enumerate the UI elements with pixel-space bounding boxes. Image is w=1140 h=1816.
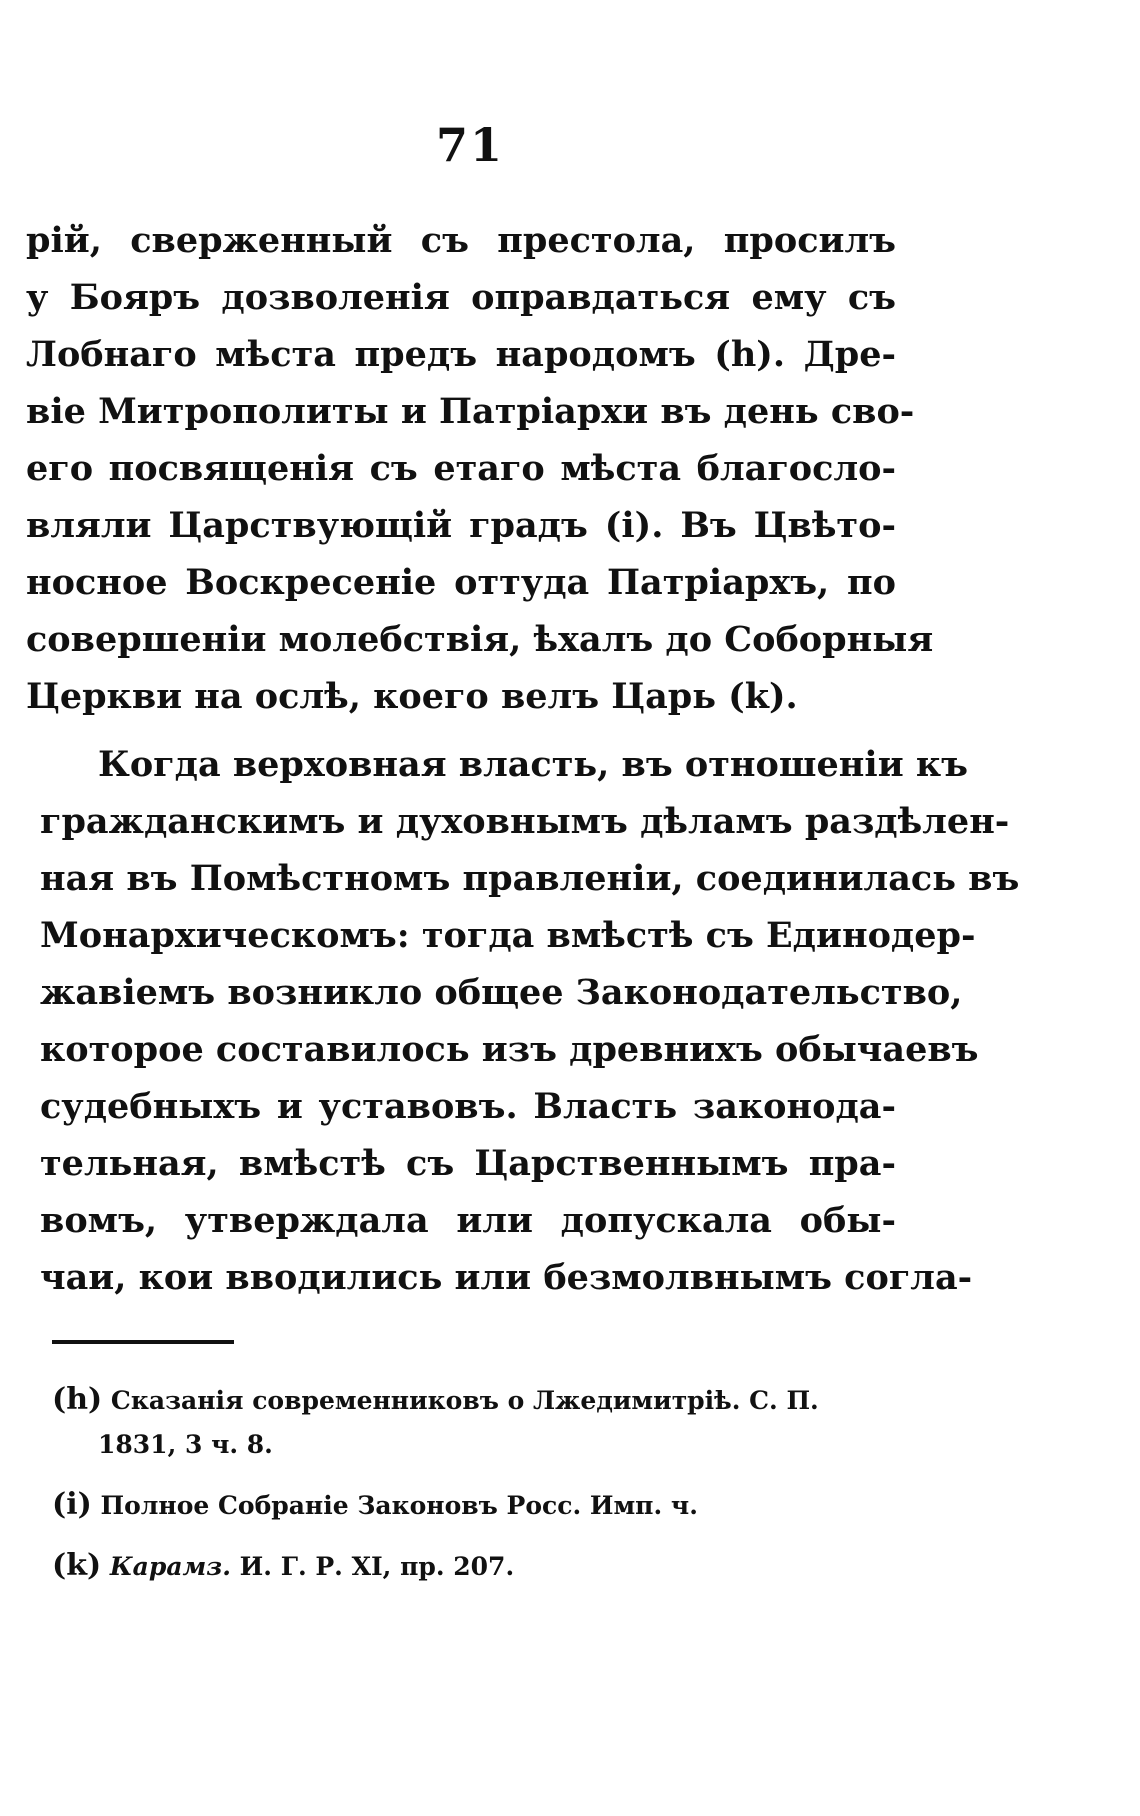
text-line: Лобнаго мѣста предъ народомъ (h). Дре- (26, 334, 896, 375)
text-line: віе Митрополиты и Патріархи въ день сво- (26, 391, 915, 432)
text-line: носное Воскресеніе оттуда Патріархъ, по (26, 562, 896, 603)
footnote-text: Сказанія современниковъ о Лжедимитріѣ. С. П. (110, 1386, 819, 1415)
paragraph-1 (26, 212, 934, 725)
text-line: Монархическомъ: тогда вмѣстѣ съ Единодер- (40, 915, 976, 956)
text-line: чаи, кои вводились или безмолвнымъ согла- (40, 1257, 973, 1298)
footnote-text: Полное Собраніе Законовъ Росс. Имп. ч. (100, 1491, 698, 1520)
footnote-k (52, 1544, 898, 1589)
footnote-text: 1831, 3 ч. 8. (98, 1430, 273, 1459)
footnote-divider (52, 1340, 234, 1344)
text-line: ная въ Помѣстномъ правленіи, соединилась въ (40, 858, 1020, 899)
footnote-author: Карамз. (109, 1552, 231, 1581)
text-line: судебныхъ и уставовъ. Власть законода- (40, 1086, 896, 1127)
footnote-marker: (i) (52, 1487, 92, 1522)
text-line: вляли Царствующій градъ (i). Въ Цвѣто- (26, 505, 896, 546)
footnote-text: И. Г. Р. XI, пр. 207. (239, 1552, 515, 1581)
text-line: рій, сверженный съ престола, просилъ (26, 220, 896, 261)
text-line: вомъ, утверждала или допускала обы- (40, 1200, 896, 1241)
text-line: его посвященія съ етаго мѣста благосло- (26, 448, 896, 489)
footnote-marker: (h) (52, 1382, 103, 1417)
text-line: совершеніи молебствія, ѣхалъ до Соборныя (26, 619, 934, 660)
text-line: Церкви на ослѣ, коего велъ Царь (k). (26, 676, 798, 717)
text-line: гражданскимъ и духовнымъ дѣламъ раздѣлен- (40, 801, 1010, 842)
footnote-h (52, 1378, 898, 1467)
footnote-marker: (k) (52, 1548, 102, 1583)
paragraph-2 (40, 736, 1020, 1306)
text-line: которое составилось изъ древнихъ обычаевъ (40, 1029, 979, 1070)
text-line: тельная, вмѣстѣ съ Царственнымъ пра- (40, 1143, 896, 1184)
text-line: жавіемъ возникло общее Законодательство, (40, 972, 963, 1013)
footnote-i (52, 1483, 898, 1528)
footnotes (52, 1378, 898, 1605)
text-line: у Бояръ дозволенія оправдаться ему съ (26, 277, 896, 318)
text-line: Когда верховная власть, въ отношеніи къ (98, 744, 968, 785)
page-number: 71 (435, 118, 504, 172)
